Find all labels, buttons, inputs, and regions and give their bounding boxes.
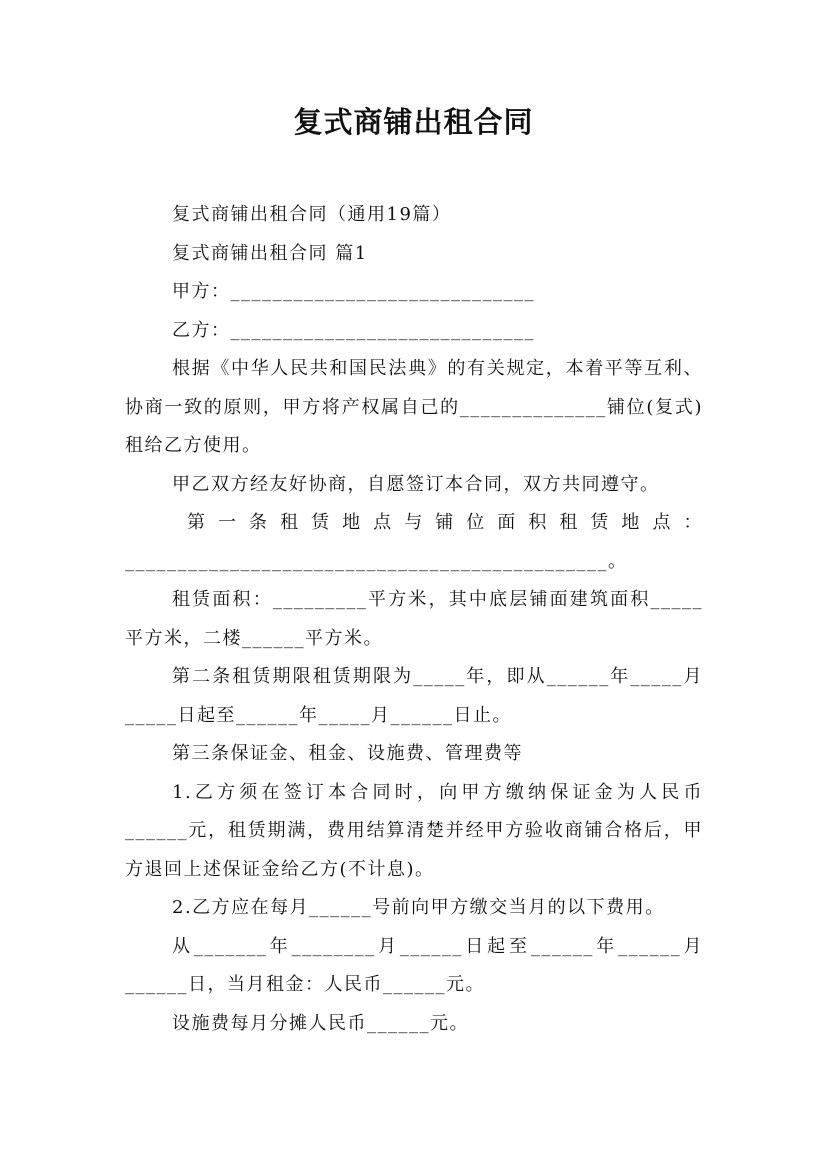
paragraph-facility-fee: 设施费每月分摊人民币______元。: [172, 1012, 469, 1034]
paragraph-party-b: 乙方：_____________________________: [172, 319, 535, 341]
document-title: 复式商铺出租合同: [293, 105, 534, 139]
paragraph-rent-period: 从_______年________月______日起至______年______月______日，当月租金：人民币______元。: [125, 935, 703, 995]
paragraph-article-1: 第一条租赁地点与铺位面积租赁地点：: [187, 512, 703, 533]
paragraph-subtitle: 复式商铺出租合同（通用19篇）: [172, 204, 452, 225]
paragraph-preamble: 根据《中华人民共和国民法典》的有关规定，本着平等互利、协商一致的原则，甲方将产权属自己的______________铺位(复式)租给乙方使用。: [125, 358, 703, 456]
document-body: [125, 196, 703, 1043]
paragraph-monthly-fees: 2.乙方应在每月______号前向甲方缴交当月的以下费用。: [172, 897, 665, 918]
paragraph-area: 租赁面积：_________平方米，其中底层铺面建筑面积_____平方米，二楼______平方米。: [125, 589, 703, 649]
paragraph-article-2: 第二条租赁期限租赁期限为_____年，即从______年_____月_____日起至______年_____月______日止。: [125, 666, 703, 726]
paragraph-party-a: 甲方：_____________________________: [172, 281, 535, 302]
paragraph-section-heading: 复式商铺出租合同 篇1: [172, 242, 368, 264]
paragraph-deposit: 1.乙方须在签订本合同时，向甲方缴纳保证金为人民币______元，租赁期满，费用结算清楚并经甲方验收商铺合格后，甲方退回上述保证金给乙方(不计息)。: [125, 781, 703, 880]
paragraph-article-1-location-blank: ______________________________________________。: [125, 550, 628, 572]
paragraph-article-3: 第三条保证金、租金、设施费、管理费等: [172, 743, 523, 764]
paragraph-agreement: 甲乙双方经友好协商，自愿签订本合同，双方共同遵守。: [172, 473, 660, 495]
